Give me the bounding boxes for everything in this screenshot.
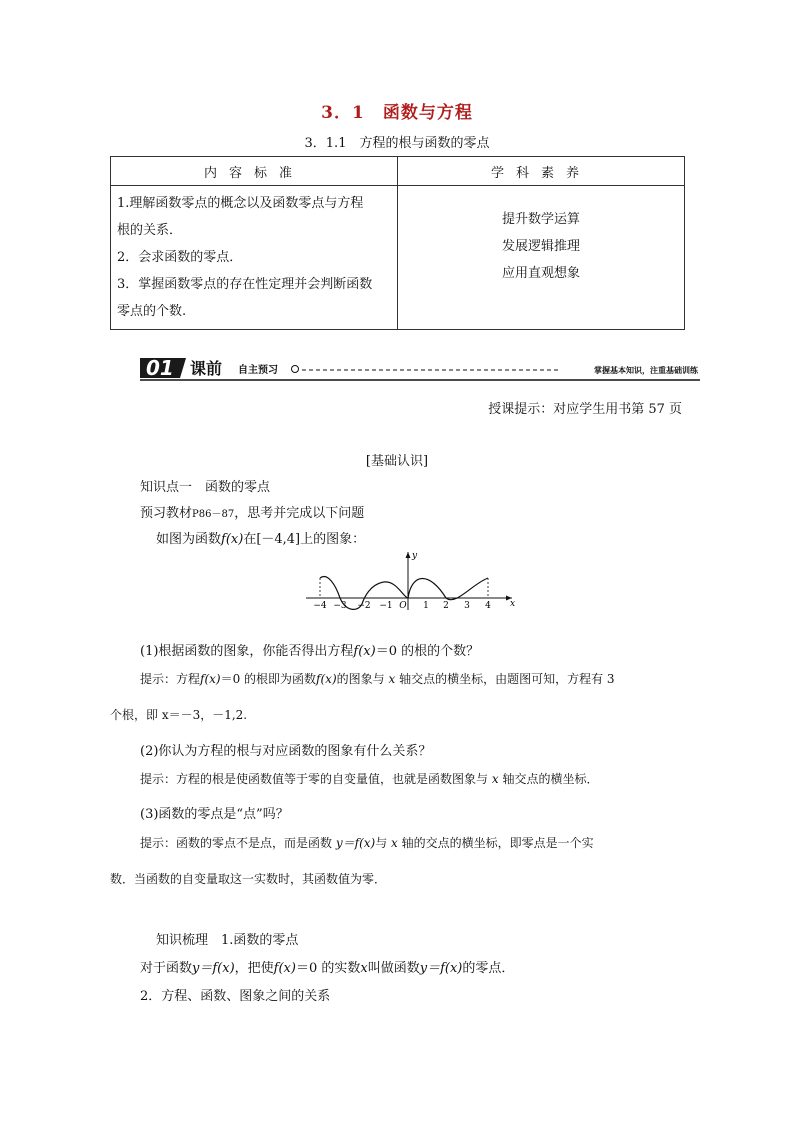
x-tick-label: 2 [443, 601, 449, 611]
definition-c: ＝0 的实数 [295, 961, 361, 976]
question-1-a: (1)根据函数的图象，你能否得出方程 [140, 644, 354, 659]
answer-3-y: y＝f(x) [335, 836, 376, 850]
x-tick-label: 4 [485, 601, 491, 611]
definition-y2: y＝f(x) [419, 961, 463, 976]
standard-line: 根的关系． [117, 223, 183, 238]
answer-3-line-1 [140, 834, 594, 851]
answer-1-line-1 [140, 670, 615, 687]
x-tick-label: −3 [333, 601, 347, 611]
answer-1-b: ＝0 的根即为函数 [220, 672, 317, 686]
summary-item-2: 2．方程、函数、图象之间的关系 [140, 989, 331, 1004]
section-banner [140, 354, 700, 382]
standard-line: 1.理解函数零点的概念以及函数零点与方程 [117, 196, 364, 211]
preview-line [140, 502, 364, 521]
banner-right-text: 掌握基本知识，注重基础训练 [594, 366, 698, 375]
y-axis-label: y [412, 551, 418, 561]
y-axis-arrow-icon [406, 552, 411, 558]
standards-cell [111, 186, 398, 330]
definition-a: 对于函数 [140, 961, 193, 976]
x-tick-label: 1 [423, 601, 429, 611]
definition-fx: f(x) [273, 961, 296, 976]
answer-2-b: 轴交点的横坐标． [502, 772, 599, 786]
answer-3-line-2: 数．当函数的自变量取这一实数时，其函数值为零． [110, 872, 387, 886]
preview-rest: ，思考并完成以下问题 [234, 506, 365, 521]
answer-3-c: 轴的交点的横坐标，即零点是一个实 [401, 836, 594, 850]
question-3: (3)函数的零点是“点”吗？ [140, 807, 289, 822]
answer-1-fx2: f(x) [316, 672, 337, 686]
answer-1-line-2: 个根，即 x＝－3，－1,2. [110, 708, 248, 722]
banner-label: 课前 [190, 359, 223, 378]
question-1-b: ＝0 的根的个数？ [375, 644, 480, 659]
answer-1-d: 轴交点的横坐标，由题图可知，方程有 3 [399, 672, 615, 686]
figure-intro-fx: f(x) [221, 532, 244, 547]
standards-table [110, 156, 685, 330]
standard-line: 2．会求函数的零点． [117, 250, 243, 265]
answer-3-x: x [391, 836, 398, 850]
literacy-line: 发展逻辑推理 [501, 239, 580, 254]
definition-x: x [360, 961, 368, 976]
page-subtitle: 3．1.1 方程的根与函数的零点 [304, 136, 490, 151]
x-tick-label: −4 [313, 601, 327, 611]
table-header-subject-literacy: 学科素养 [398, 157, 685, 186]
definition-e: 的零点． [462, 961, 515, 976]
lesson-hint: 授课提示：对应学生用书第 57 页 [488, 402, 682, 417]
preview-text: 预习教材 [140, 506, 193, 521]
preview-pages: P86－87 [192, 509, 235, 520]
literacy-cell [398, 186, 685, 330]
summary-title: 知识梳理 1.函数的零点 [156, 933, 299, 948]
x-tick-label: −2 [357, 601, 371, 611]
x-axis-label: x [510, 599, 516, 609]
table-header-content-standards: 内容标准 [111, 157, 398, 186]
standard-line: 零点的个数. [117, 304, 187, 319]
definition-b: ，把使 [234, 961, 274, 976]
answer-1-c: 的图象与 [336, 672, 385, 686]
literacy-line: 应用直观想象 [501, 266, 580, 281]
x-tick-label: 3 [464, 601, 470, 611]
answer-3-b: 与 [375, 836, 388, 850]
answer-2 [140, 770, 598, 787]
answer-1-fx: f(x) [200, 672, 221, 686]
figure-intro-b: 在[－4,4]上的图象： [243, 532, 366, 547]
section-heading: [基础认识] [365, 454, 429, 469]
banner-number: 01 [146, 356, 174, 380]
answer-1-x: x [388, 672, 396, 686]
definition-d: 叫做函数 [367, 961, 420, 976]
origin-label: O [399, 601, 407, 611]
zero-definition [140, 957, 514, 976]
figure-intro-a: 如图为函数 [156, 532, 222, 547]
answer-2-a: 提示：方程的根是使函数值等于零的自变量值，也就是函数图象与 [140, 772, 489, 786]
figure-intro [156, 528, 365, 547]
function-graph [300, 548, 520, 614]
page-title: 3．1 函数与方程 [321, 103, 473, 123]
question-1-fx: f(x) [353, 644, 376, 659]
knowledge-point-title: 知识点一 函数的零点 [140, 480, 271, 495]
arrow-circle-icon [292, 366, 299, 373]
answer-1-a: 提示：方程 [140, 672, 201, 686]
banner-sub: 自主预习 [238, 365, 278, 376]
answer-3-a: 提示：函数的零点不是点，而是函数 [140, 836, 333, 850]
question-1 [140, 640, 479, 659]
literacy-line: 提升数学运算 [501, 212, 580, 227]
definition-y: y＝f(x) [192, 961, 235, 976]
question-2: (2)你认为方程的根与对应函数的图象有什么关系？ [140, 744, 432, 759]
standard-line: 3．掌握函数零点的存在性定理并会判断函数 [117, 277, 373, 292]
answer-2-x: x [491, 772, 499, 786]
x-tick-label: −1 [379, 601, 393, 611]
